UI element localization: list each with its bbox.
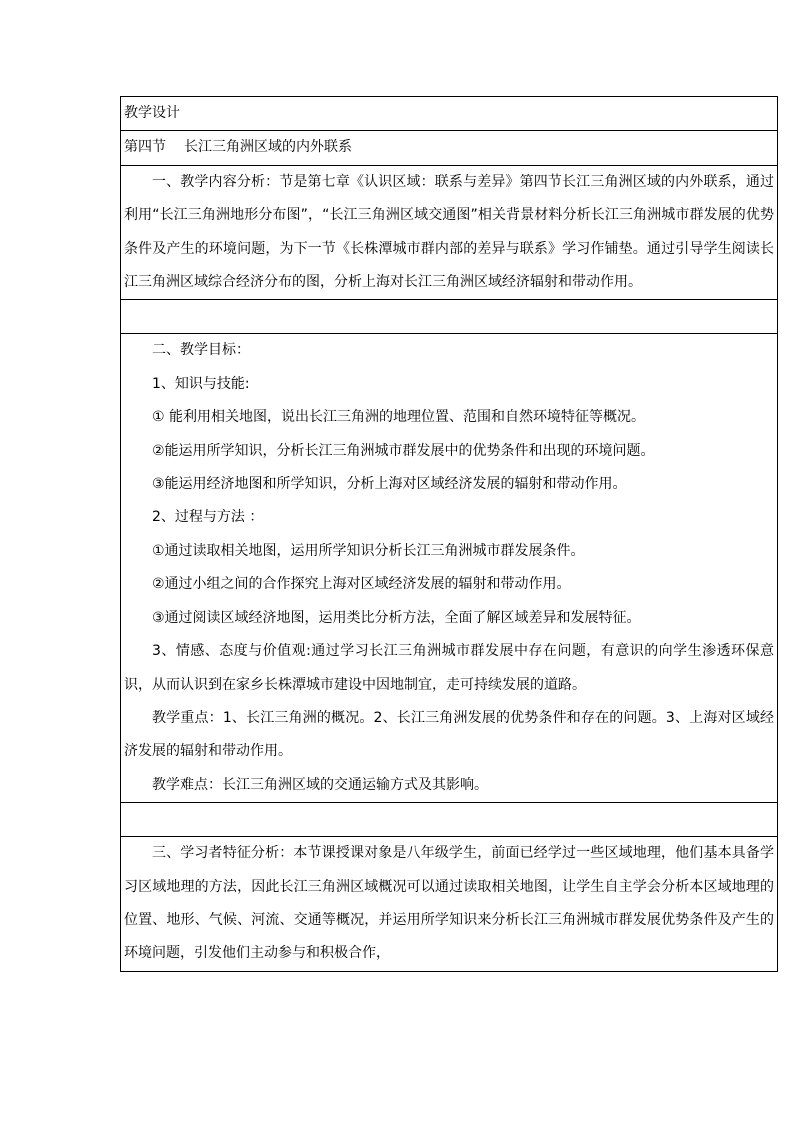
process-title: 2、过程与方法 ：	[152, 509, 264, 526]
empty-row	[121, 300, 778, 334]
title-row	[121, 97, 778, 131]
process-item: ①通过读取相关地图，运用所学知识分析长江三角洲城市群发展条件。	[152, 542, 585, 559]
objectives-cell	[121, 334, 778, 803]
knowledge-item: ③能运用经济地图和所学知识，分析上海对区域经济发展的辐射和带动作用。	[152, 476, 627, 493]
learner-analysis-cell	[121, 837, 778, 972]
knowledge-item: ① 能利用相关地图，说出长江三角洲的地理位置、范围和自然环境特征等概况。	[152, 409, 645, 426]
knowledge-title: 1、知识与技能:	[152, 375, 250, 392]
lesson-plan-table	[120, 96, 778, 972]
difficulties-text: 教学难点：长江三角洲区域的交通运输方式及其影响。	[152, 776, 488, 793]
objectives-title: 二、教学目标：	[152, 342, 250, 359]
section-label: 第四节	[124, 139, 166, 156]
empty-cell	[121, 300, 778, 334]
content-analysis-row	[121, 165, 778, 300]
objectives-row	[121, 334, 778, 803]
emotion-text: 3、情感、态度与价值观:通过学习长江三角洲城市群发展中存在问题，有意识的向学生渗透环保意识，从而认识到在家乡长株潭城市建设中因地制宜，走可持续发展的道路。	[124, 643, 774, 693]
knowledge-item: ②能运用所学知识，分析长江三角洲城市群发展中的优势条件和出现的环境问题。	[152, 442, 655, 459]
empty-row	[121, 803, 778, 837]
doc-title: 教学设计	[121, 97, 778, 131]
process-item: ②通过小组之间的合作探究上海对区域经济发展的辐射和带动作用。	[152, 576, 571, 593]
process-item: ③通过阅读区域经济地图，运用类比分析方法，全面了解区域差异和发展特征。	[152, 609, 641, 626]
section-heading	[121, 131, 778, 165]
section-name: 长江三角洲区域的内外联系	[184, 139, 352, 156]
content-analysis-text: 一、教学内容分析：节是第七章《认识区域：联系与差异》第四节长江三角洲区域的内外联系，通过利用“长江三角洲地形分布图”，“长江三角洲区域交通图”相关背景材料分析长江三角洲城市群发展的优势条件及产生的环境问题，为下一节《长株潭城市群内部的差异与联系》学习作铺垫。通过引导学生阅读长江三角洲区域综合经济分布的图，分析上海对长江三角洲区域经济辐射和带动作用。	[124, 173, 774, 291]
content-analysis-cell	[121, 165, 778, 300]
key-points-text: 教学重点：1、长江三角洲的概况。2、长江三角洲发展的优势条件和存在的问题。3、上海对区域经济发展的辐射和带动作用。	[124, 709, 774, 760]
section-row	[121, 131, 778, 165]
learner-analysis-row	[121, 837, 778, 972]
learner-analysis-text: 三、学习者特征分析：本节课授课对象是八年级学生，前面已经学过一些区域地理，他们基本具备学习区域地理的方法，因此长江三角洲区域概况可以通过读取相关地图，让学生自主学会分析本区域地理的位置、地形、气候、河流、交通等概况，并运用所学知识来分析长江三角洲城市群发展优势条件及产生的环境问题，引发他们主动参与和积极合作，	[124, 845, 774, 962]
empty-cell	[121, 803, 778, 837]
